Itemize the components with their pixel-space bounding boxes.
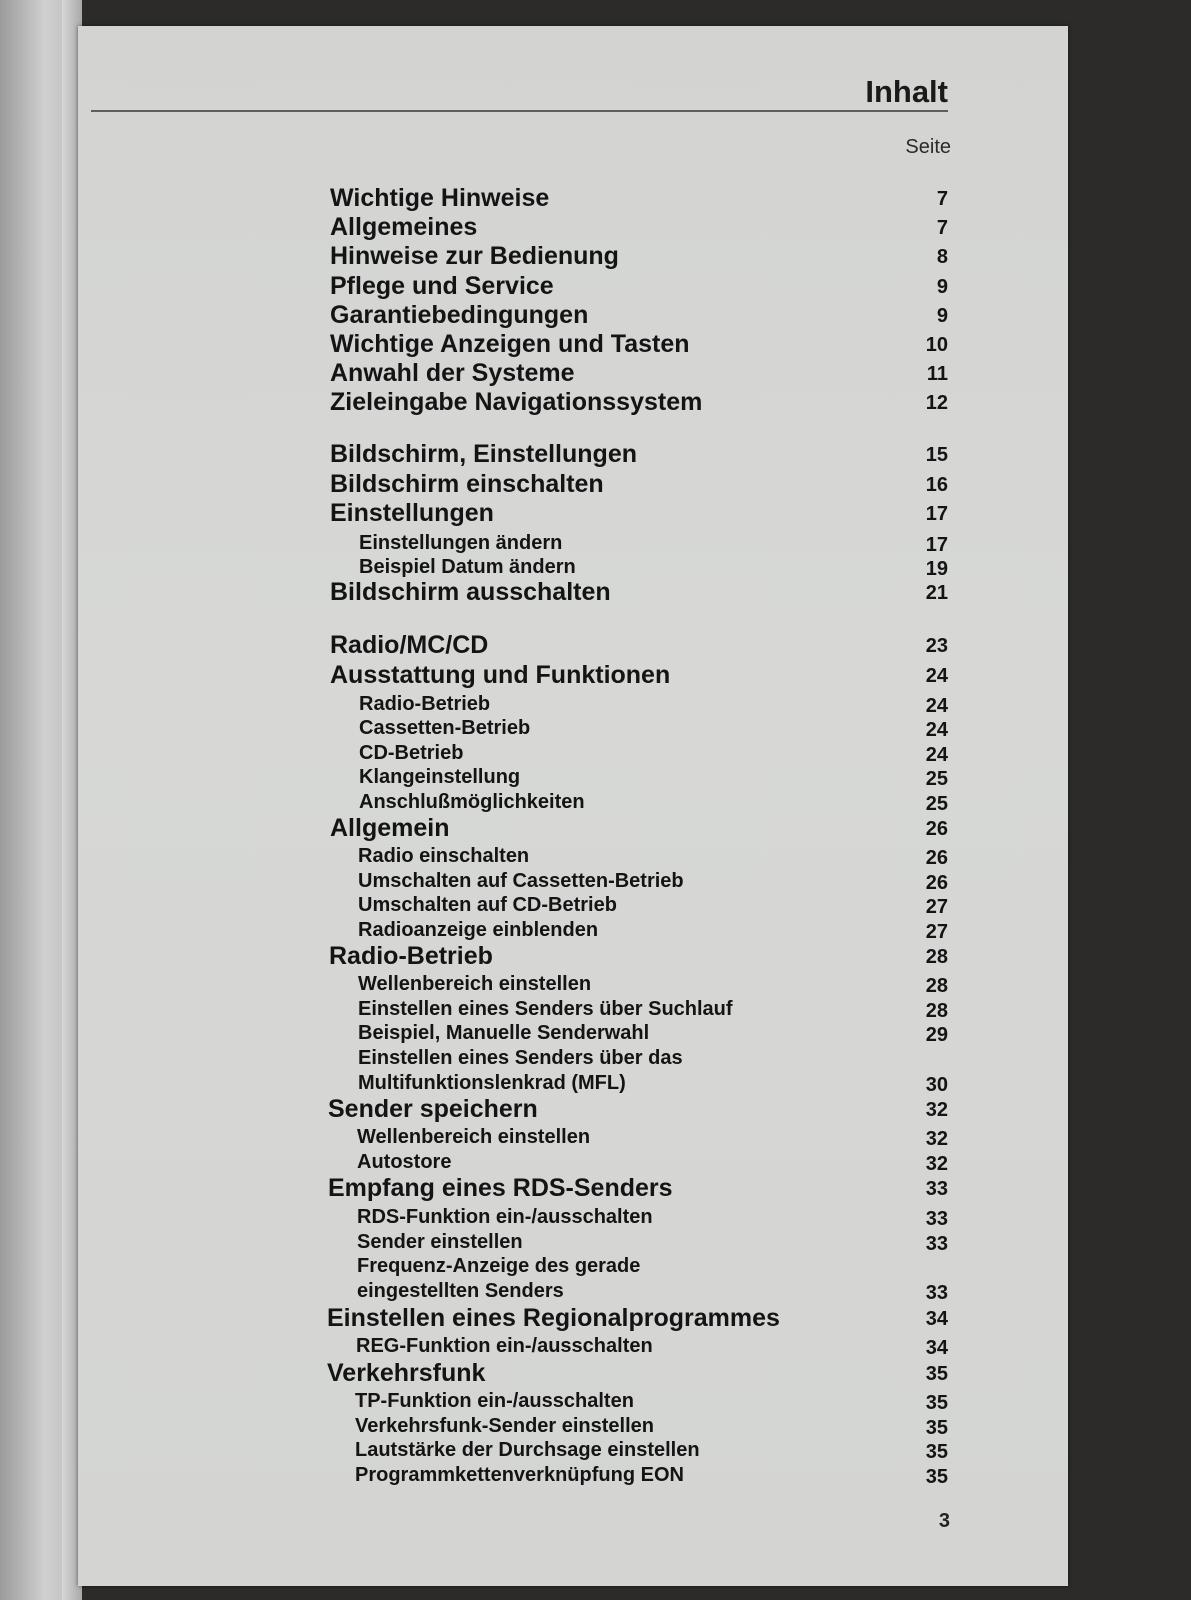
- toc-heading-entry: [78, 1174, 1068, 1204]
- toc-entry-page: 30: [925, 1074, 948, 1096]
- toc-entry-text: Beispiel, Manuelle Senderwahl: [358, 1022, 650, 1044]
- toc-entry-page: 27: [925, 921, 948, 943]
- toc-entry-text: Wellenbereich einstellen: [357, 1126, 591, 1148]
- toc-heading-entry: [78, 499, 1068, 529]
- toc-entry-text: Zieleingabe Navigationssystem: [330, 388, 703, 416]
- toc-entry-page: 17: [925, 503, 948, 525]
- toc-heading-entry: [78, 242, 1068, 272]
- toc-entry-text: Pflege und Service: [330, 272, 554, 300]
- toc-entry-text: Sender speichern: [328, 1095, 538, 1123]
- toc-heading-entry: [78, 301, 1068, 331]
- toc-entry-text: Radio einschalten: [358, 845, 530, 867]
- toc-entry-text: Umschalten auf Cassetten-Betrieb: [358, 870, 684, 892]
- toc-entry-text: Bildschirm einschalten: [330, 470, 604, 498]
- toc-entry-text: Wichtige Hinweise: [330, 184, 550, 212]
- toc-heading-entry: [78, 814, 1068, 844]
- toc-entry-text: Einstellen eines Senders über das: [358, 1047, 683, 1069]
- toc-entry-page: 17: [925, 534, 948, 556]
- toc-entry-page: 19: [925, 558, 948, 580]
- toc-entry-page: 28: [925, 946, 948, 968]
- toc-entry-page: 16: [925, 474, 948, 496]
- toc-entry-text: Verkehrsfunk-Sender einstellen: [355, 1415, 655, 1437]
- toc-entry-page: 25: [925, 768, 948, 790]
- toc-entry-page: 35: [925, 1392, 948, 1414]
- toc-entry-text: Allgemein: [330, 814, 450, 842]
- toc-entry-text: Einstellungen: [330, 499, 494, 527]
- toc-heading-entry: [78, 440, 1068, 470]
- toc-entry-page: 29: [925, 1024, 948, 1046]
- toc-entry-text: Bildschirm ausschalten: [330, 578, 611, 606]
- page-title: Inhalt: [865, 74, 948, 109]
- toc-entry-page: 26: [925, 872, 948, 894]
- toc-entry-text: Einstellungen ändern: [359, 532, 563, 554]
- toc-entry-text: Frequenz-Anzeige des gerade: [357, 1255, 641, 1277]
- toc-heading-entry: [78, 1304, 1068, 1334]
- toc-entry-text: Wichtige Anzeigen und Tasten: [330, 330, 690, 358]
- toc-heading-entry: [78, 359, 1068, 389]
- toc-entry-text: eingestellten Senders: [357, 1280, 564, 1302]
- toc-heading-entry: [78, 578, 1068, 608]
- toc-entry-page: 26: [925, 818, 948, 840]
- toc-entry-text: Radio/MC/CD: [330, 631, 489, 659]
- book-page: [78, 26, 1068, 1586]
- toc-entry-text: Radio-Betrieb: [329, 942, 493, 970]
- toc-entry-page: 15: [925, 444, 948, 466]
- toc-heading-entry: [78, 470, 1068, 500]
- toc-entry-page: 24: [925, 744, 948, 766]
- toc-entry-page: 35: [925, 1363, 948, 1385]
- toc-heading-entry: [78, 942, 1068, 972]
- toc-sub-entry: [78, 1277, 1068, 1307]
- toc-entry-text: REG-Funktion ein-/ausschalten: [356, 1335, 653, 1357]
- toc-entry-page: 33: [925, 1208, 948, 1230]
- toc-entry-text: Einstellen eines Regionalprogrammes: [327, 1304, 780, 1332]
- toc-entry-page: 24: [925, 719, 948, 741]
- page-number: 3: [938, 1510, 950, 1532]
- toc-heading-entry: [78, 272, 1068, 302]
- toc-heading-entry: [78, 388, 1068, 418]
- toc-entry-text: Radioanzeige einblenden: [358, 919, 599, 941]
- toc-entry-text: Cassetten-Betrieb: [359, 717, 531, 739]
- toc-entry-page: 27: [925, 896, 948, 918]
- toc-entry-text: Lautstärke der Durchsage einstellen: [355, 1439, 700, 1461]
- toc-heading-entry: [78, 184, 1068, 214]
- toc-entry-page: 28: [925, 1000, 948, 1022]
- table-of-contents: [78, 26, 1068, 1586]
- toc-entry-text: RDS-Funktion ein-/ausschalten: [357, 1206, 653, 1228]
- toc-heading-entry: [78, 330, 1068, 360]
- toc-heading-entry: [78, 1359, 1068, 1389]
- toc-entry-page: 33: [925, 1178, 948, 1200]
- toc-entry-text: Anwahl der Systeme: [330, 359, 575, 387]
- toc-entry-text: Wellenbereich einstellen: [358, 973, 592, 995]
- toc-entry-page: 12: [925, 392, 948, 414]
- toc-entry-page: 28: [925, 975, 948, 997]
- toc-entry-text: Hinweise zur Bedienung: [330, 242, 619, 270]
- toc-entry-text: Anschlußmöglichkeiten: [359, 791, 585, 813]
- toc-entry-page: 24: [925, 695, 948, 717]
- toc-entry-page: 32: [925, 1128, 948, 1150]
- toc-entry-text: Umschalten auf CD-Betrieb: [358, 894, 617, 916]
- toc-entry-text: CD-Betrieb: [359, 742, 464, 764]
- toc-sub-entry: [78, 1332, 1068, 1362]
- toc-entry-page: 7: [936, 188, 948, 210]
- toc-entry-page: 7: [936, 217, 948, 239]
- toc-entry-text: Beispiel Datum ändern: [359, 556, 576, 578]
- toc-entry-text: Ausstattung und Funktionen: [330, 661, 671, 689]
- toc-entry-page: 26: [925, 847, 948, 869]
- toc-entry-page: 35: [925, 1466, 948, 1488]
- toc-entry-page: 10: [925, 334, 948, 356]
- toc-entry-page: 9: [936, 276, 948, 298]
- toc-heading-entry: [78, 213, 1068, 243]
- toc-entry-page: 21: [925, 582, 948, 604]
- toc-entry-text: Allgemeines: [330, 213, 478, 241]
- toc-entry-page: 9: [936, 305, 948, 327]
- toc-entry-text: TP-Funktion ein-/ausschalten: [355, 1390, 634, 1412]
- toc-entry-text: Bildschirm, Einstellungen: [330, 440, 637, 468]
- toc-entry-text: Autostore: [357, 1151, 452, 1173]
- toc-entry-page: 33: [925, 1233, 948, 1255]
- toc-entry-page: 32: [925, 1153, 948, 1175]
- toc-entry-text: Klangeinstellung: [359, 766, 521, 788]
- toc-entry-page: 33: [925, 1282, 948, 1304]
- page-column-label: Seite: [905, 136, 951, 158]
- toc-heading-entry: [78, 631, 1068, 661]
- toc-heading-entry: [78, 661, 1068, 691]
- toc-entry-page: 24: [925, 665, 948, 687]
- toc-heading-entry: [78, 1095, 1068, 1125]
- toc-entry-page: 35: [925, 1417, 948, 1439]
- toc-entry-page: 35: [925, 1441, 948, 1463]
- toc-entry-page: 34: [925, 1337, 948, 1359]
- toc-entry-text: Sender einstellen: [357, 1231, 523, 1253]
- toc-entry-text: Multifunktionslenkrad (MFL): [358, 1072, 626, 1094]
- toc-entry-text: Verkehrsfunk: [327, 1359, 486, 1387]
- toc-entry-text: Programmkettenverknüpfung EON: [355, 1464, 684, 1486]
- toc-entry-text: Radio-Betrieb: [359, 693, 491, 715]
- toc-sub-entry: [78, 1461, 1068, 1491]
- toc-entry-page: 8: [936, 246, 948, 268]
- toc-entry-page: 23: [925, 635, 948, 657]
- toc-entry-text: Garantiebedingungen: [330, 301, 589, 329]
- toc-entry-text: Empfang eines RDS-Senders: [328, 1174, 673, 1202]
- toc-entry-page: 32: [925, 1099, 948, 1121]
- toc-entry-page: 34: [925, 1308, 948, 1330]
- toc-entry-page: 11: [926, 363, 948, 385]
- toc-entry-page: 25: [925, 793, 948, 815]
- toc-entry-text: Einstellen eines Senders über Suchlauf: [358, 998, 733, 1020]
